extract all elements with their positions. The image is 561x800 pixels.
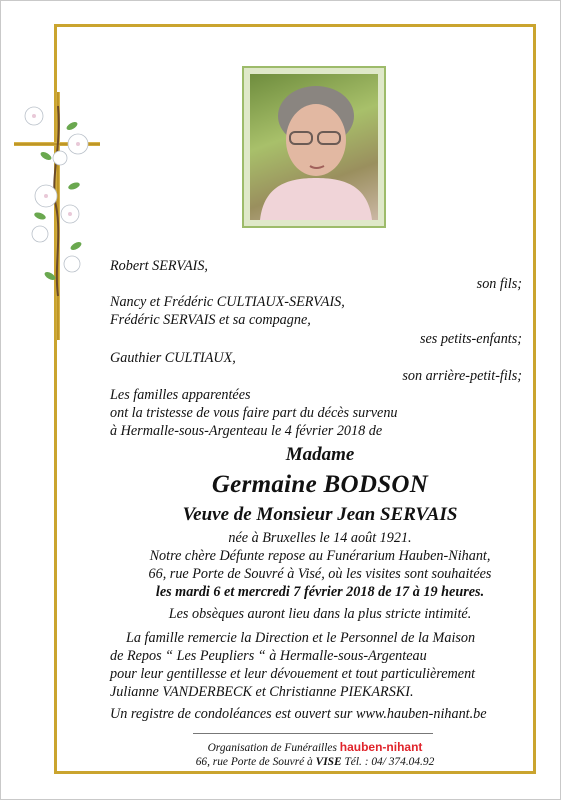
family-line-gauthier: Gauthier CULTIAUX, xyxy=(110,350,236,366)
register-line: Un registre de condoléances est ouvert sur www.hauben-nihant.be xyxy=(110,706,487,722)
birth-line: née à Bruxelles le 14 août 1921. xyxy=(228,530,412,546)
portrait-frame xyxy=(242,66,386,228)
footer-organisation xyxy=(150,740,480,754)
footer-divider xyxy=(193,733,433,734)
thanks-line-3: pour leur gentillesse et leur dévouement et tout particulièrement xyxy=(110,666,476,682)
footer-street: 66, rue Porte de Souvré à xyxy=(195,756,313,768)
relation-great-grandson: son arrière-petit-fils; xyxy=(402,368,522,384)
family-line-nancy: Nancy et Frédéric CULTIAUX-SERVAIS, xyxy=(110,294,345,310)
visits-line-2: 66, rue Porte de Souvré à Visé, où les visites sont souhaitées xyxy=(148,566,492,582)
visits-line-1: Notre chère Défunte repose au Funérarium Hauben-Nihant, xyxy=(149,548,491,564)
footer-org-label: Organisation de Funérailles xyxy=(207,742,337,754)
portrait-photo xyxy=(250,74,378,220)
relation-son: son fils; xyxy=(476,276,522,292)
announcement-line-1: ont la tristesse de vous faire part du décès survenu xyxy=(110,405,398,421)
family-line-relatives: Les familles apparentées xyxy=(110,387,251,403)
brand-logo: hauben-nihant xyxy=(339,740,423,754)
widow-line: Veuve de Monsieur Jean SERVAIS xyxy=(182,504,458,525)
deceased-name: Germaine BODSON xyxy=(211,471,429,498)
announcement-line-2: à Hermalle-sous-Argenteau le 4 février 2018 de xyxy=(110,423,383,439)
visits-line-3: les mardi 6 et mercredi 7 février 2018 de 17 à 19 heures. xyxy=(155,584,485,600)
thanks-line-1: La famille remercie la Direction et le Personnel de la Maison xyxy=(126,630,476,646)
obseques-line: Les obsèques auront lieu dans la plus stricte intimité. xyxy=(168,606,472,622)
thanks-line-4: Julianne VANDERBECK et Christianne PIEKARSKI. xyxy=(110,684,414,700)
family-line-robert: Robert SERVAIS, xyxy=(110,258,208,274)
footer-city: VISE xyxy=(315,756,342,768)
flower-branch-icon xyxy=(10,96,110,306)
thanks-line-2: de Repos “ Les Peupliers “ à Hermalle-sous-Argenteau xyxy=(110,648,427,664)
relation-grandchildren: ses petits-enfants; xyxy=(419,331,522,347)
footer-phone: Tél. : 04/ 374.04.92 xyxy=(344,756,435,768)
deceased-title: Madame xyxy=(285,444,355,465)
family-line-frederic: Frédéric SERVAIS et sa compagne, xyxy=(110,312,311,328)
footer-address xyxy=(150,756,480,768)
